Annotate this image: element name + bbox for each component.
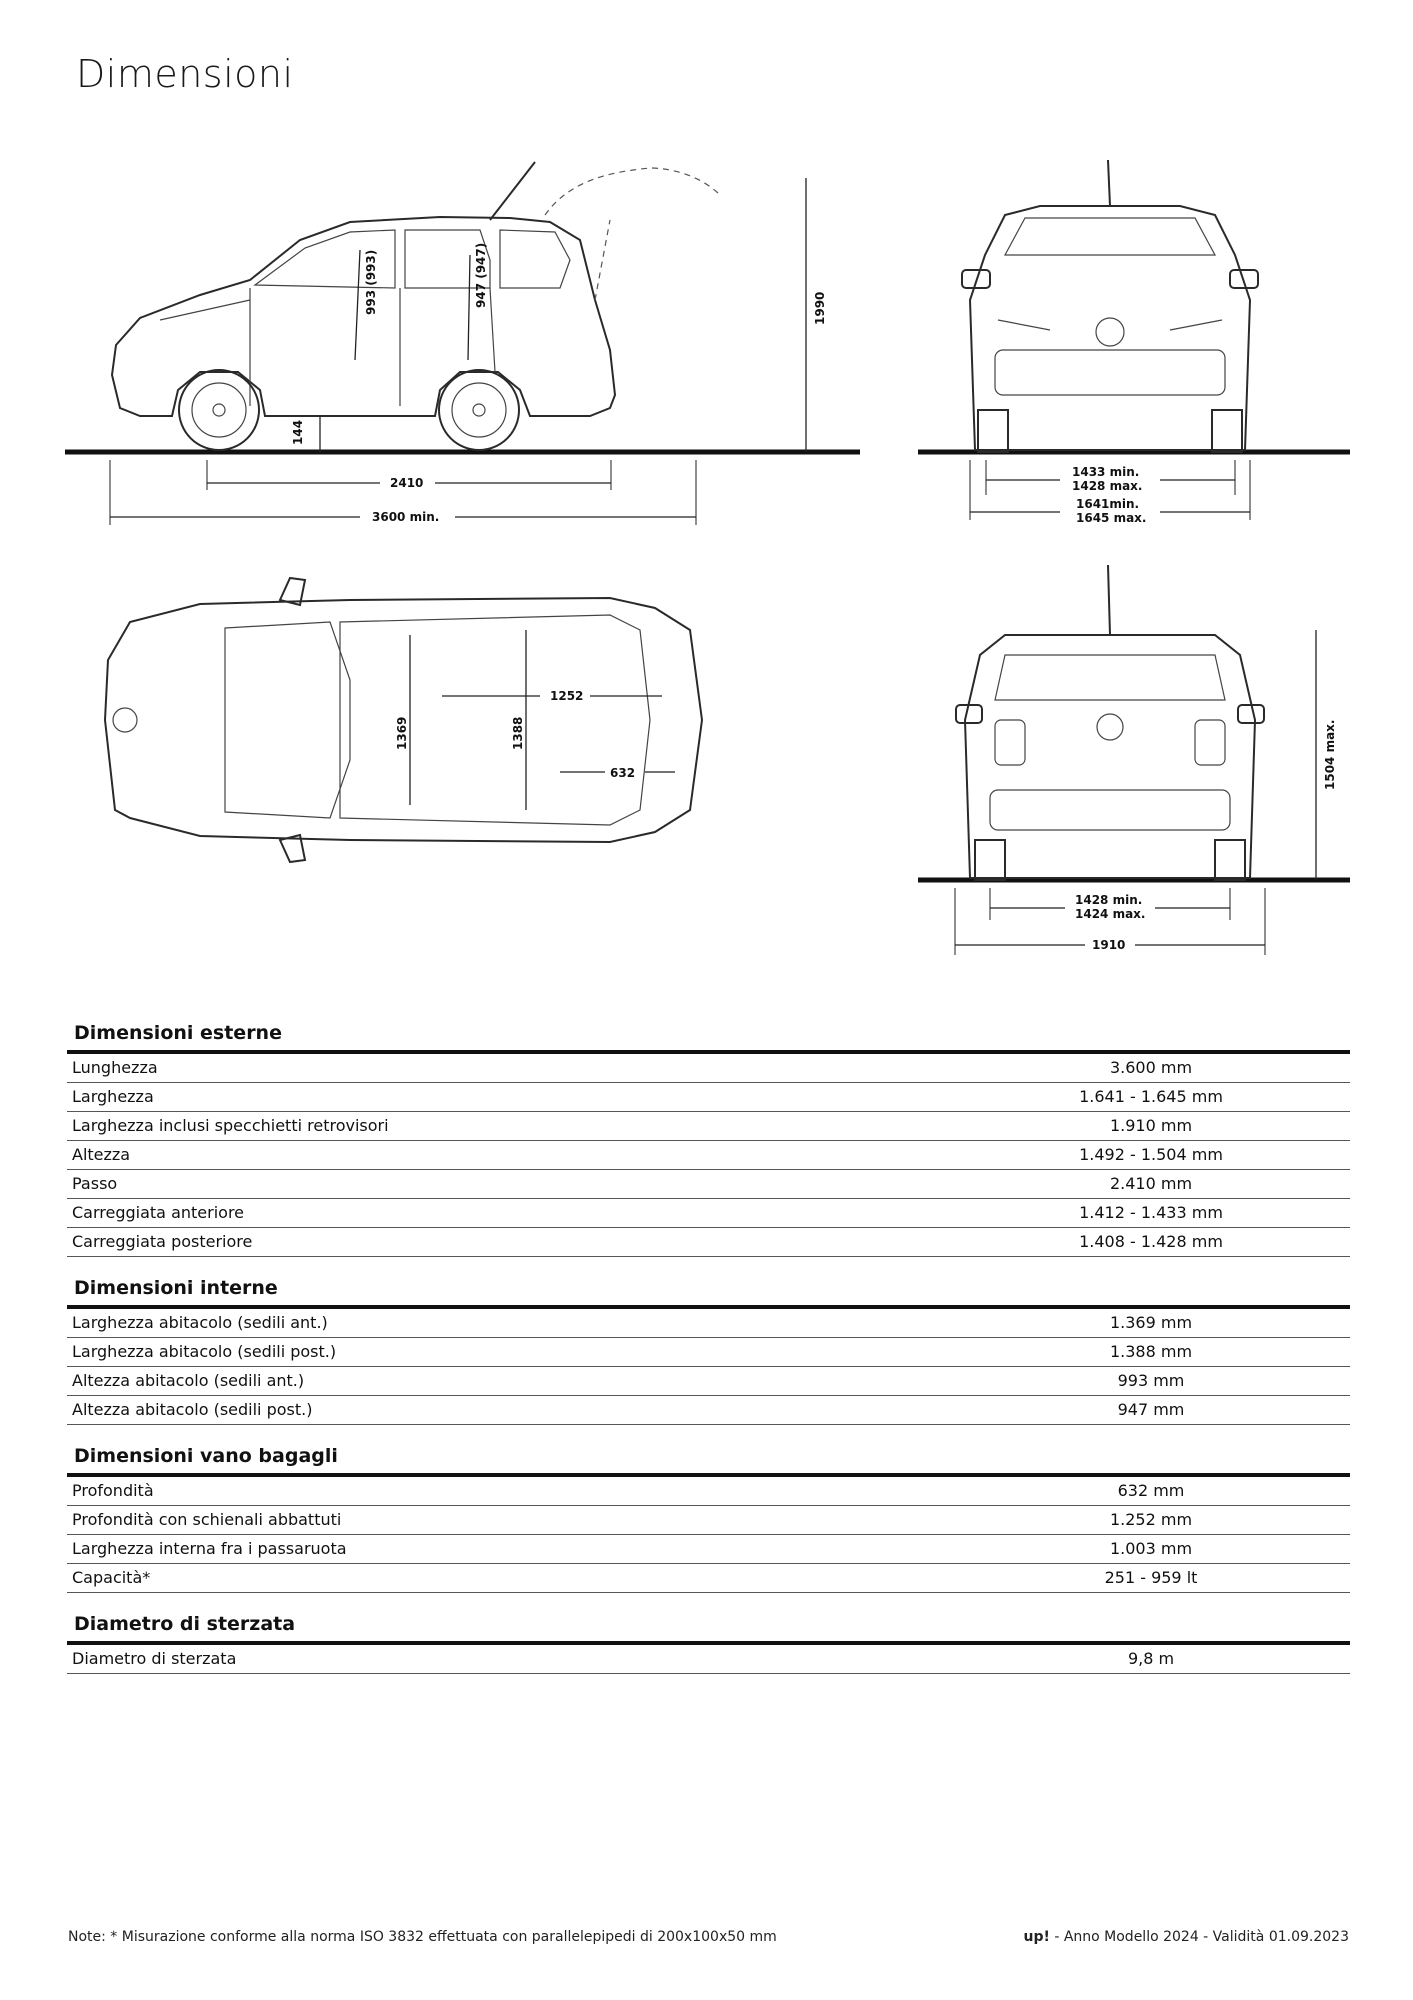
front-track-max-label: 1428 max. xyxy=(1072,479,1143,493)
row-value: 993 mm xyxy=(1117,1371,1185,1390)
row-label: Profondità xyxy=(72,1481,154,1500)
rear-headroom-label: 947 (947) xyxy=(474,242,488,308)
section-turning xyxy=(67,1611,1350,1674)
table-row xyxy=(67,1477,1350,1506)
table-row xyxy=(67,1564,1350,1593)
table-row xyxy=(67,1054,1350,1083)
row-value: 1.252 mm xyxy=(1109,1510,1193,1529)
section-title: Dimensioni esterne xyxy=(67,1020,1350,1054)
row-value: 2.410 mm xyxy=(1109,1174,1193,1193)
row-label: Larghezza inclusi specchietti retrovisori xyxy=(72,1116,389,1135)
table-row xyxy=(67,1228,1350,1257)
row-value: 1.369 mm xyxy=(1109,1313,1193,1332)
row-value: 632 mm xyxy=(1117,1481,1185,1500)
top-view-drawing xyxy=(105,578,702,862)
rear-track-min-label: 1428 min. xyxy=(1075,893,1143,907)
section-title: Diametro di sterzata xyxy=(67,1611,1350,1645)
table-row xyxy=(67,1645,1350,1674)
row-label: Larghezza xyxy=(72,1087,154,1106)
row-label: Carreggiata anteriore xyxy=(72,1203,245,1222)
row-value: 1.492 - 1.504 mm xyxy=(1079,1145,1223,1164)
rear-track-max-label: 1424 max. xyxy=(1075,907,1146,921)
length-label: 3600 min. xyxy=(372,510,440,524)
trunk-depth-label: 632 xyxy=(610,766,636,780)
row-label: Diametro di sterzata xyxy=(72,1649,237,1668)
front-view-drawing xyxy=(918,160,1350,525)
row-value: 1.412 - 1.433 mm xyxy=(1079,1203,1223,1222)
page-title: Dimensioni xyxy=(76,52,294,96)
row-value: 1.388 mm xyxy=(1109,1342,1193,1361)
front-width-min-label: 1641min. xyxy=(1076,497,1140,511)
side-view-drawing xyxy=(65,162,860,525)
section-trunk xyxy=(67,1443,1350,1593)
row-label: Larghezza abitacolo (sedili post.) xyxy=(72,1342,337,1361)
front-track-min-label: 1433 min. xyxy=(1072,465,1140,479)
row-value: 3.600 mm xyxy=(1109,1058,1193,1077)
model-validity: - Anno Modello 2024 - Validità 01.09.2023 xyxy=(1049,1929,1349,1945)
mirror-width-label: 1910 xyxy=(1092,938,1126,952)
top-width-rear-label: 1388 xyxy=(511,716,525,750)
depth-folded-label: 1252 xyxy=(550,689,584,703)
row-label: Profondità con schienali abbattuti xyxy=(72,1510,342,1529)
row-value: 1.641 - 1.645 mm xyxy=(1079,1087,1223,1106)
row-label: Altezza xyxy=(72,1145,131,1164)
table-row xyxy=(67,1141,1350,1170)
row-label: Larghezza abitacolo (sedili ant.) xyxy=(72,1313,328,1332)
section-exterior xyxy=(67,1020,1350,1257)
table-row xyxy=(67,1506,1350,1535)
vehicle-dimension-drawings xyxy=(50,160,1350,990)
table-row xyxy=(67,1338,1350,1367)
row-label: Altezza abitacolo (sedili post.) xyxy=(72,1400,313,1419)
row-label: Capacità* xyxy=(72,1568,151,1587)
row-value: 1.003 mm xyxy=(1109,1539,1193,1558)
row-value: 251 - 959 lt xyxy=(1104,1568,1198,1587)
front-headroom-label: 993 (993) xyxy=(364,249,378,315)
front-width-max-label: 1645 max. xyxy=(1076,511,1147,525)
row-label: Passo xyxy=(72,1174,118,1193)
row-label: Altezza abitacolo (sedili ant.) xyxy=(72,1371,305,1390)
table-row xyxy=(67,1170,1350,1199)
rear-height-label: 1504 max. xyxy=(1323,719,1337,790)
row-label: Carreggiata posteriore xyxy=(72,1232,253,1251)
footnote: Note: * Misurazione conforme alla norma ISO 3832 effettuata con parallelepipedi di 200x100x50 mm xyxy=(68,1929,777,1945)
footer-model-info xyxy=(1024,1929,1350,1945)
wheelbase-label: 2410 xyxy=(390,476,424,490)
row-value: 9,8 m xyxy=(1127,1649,1175,1668)
table-row xyxy=(67,1112,1350,1141)
table-row xyxy=(67,1535,1350,1564)
top-width-front-label: 1369 xyxy=(395,716,409,750)
model-name: up! xyxy=(1023,1929,1050,1945)
table-row xyxy=(67,1396,1350,1425)
row-label: Larghezza interna fra i passaruota xyxy=(72,1539,347,1558)
row-value: 1.910 mm xyxy=(1109,1116,1193,1135)
section-title: Dimensioni vano bagagli xyxy=(67,1443,1350,1477)
drawings-svg xyxy=(50,160,1350,990)
table-row xyxy=(67,1309,1350,1338)
dimension-tables xyxy=(67,1020,1350,1692)
ground-clearance-label: 144 xyxy=(291,419,305,445)
table-row xyxy=(67,1367,1350,1396)
section-interior xyxy=(67,1275,1350,1425)
side-height-label: 1990 xyxy=(813,291,827,325)
table-row xyxy=(67,1083,1350,1112)
row-label: Lunghezza xyxy=(72,1058,158,1077)
rear-view-drawing xyxy=(918,565,1350,955)
row-value: 1.408 - 1.428 mm xyxy=(1079,1232,1223,1251)
row-value: 947 mm xyxy=(1117,1400,1185,1419)
table-row xyxy=(67,1199,1350,1228)
section-title: Dimensioni interne xyxy=(67,1275,1350,1309)
